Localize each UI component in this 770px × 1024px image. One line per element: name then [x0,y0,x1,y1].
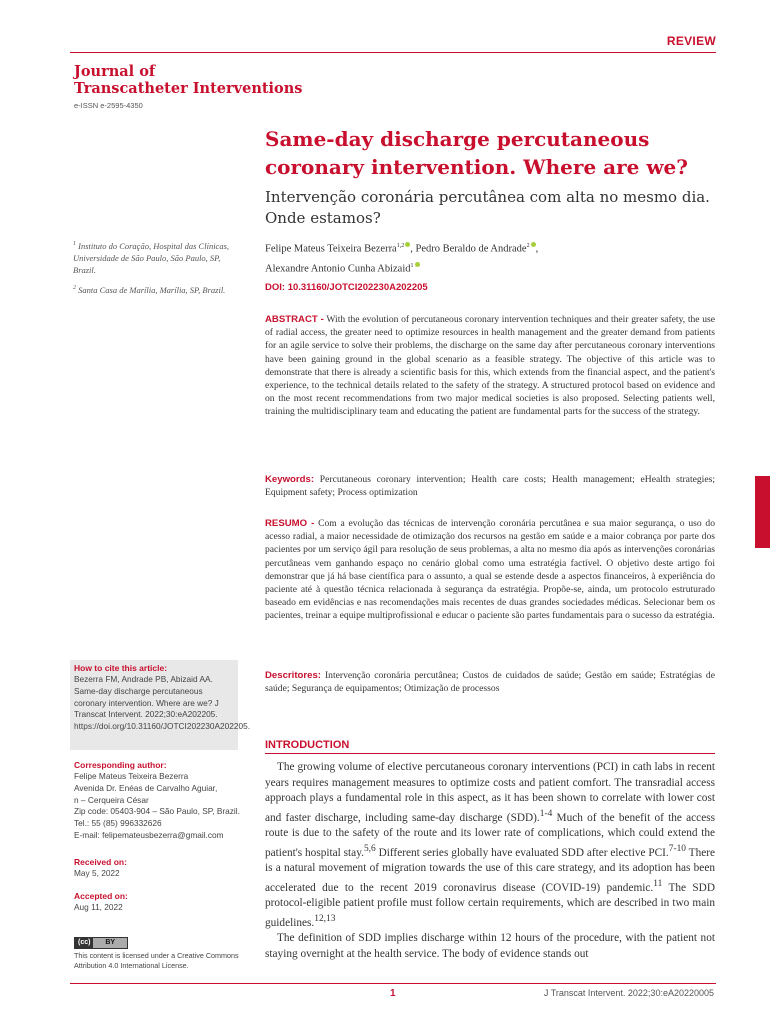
intro-p1-d: There is a natural movement of migration towards the use of this care strategy, and its adoption has been accelerated due to the recent 2019 coronavirus disease (COVID-19) pandemic. [265,846,716,894]
received-heading: Received on: [74,857,127,867]
corresponding-phone: Tel.: 55 (85) 996332626 [74,818,162,829]
resumo [265,517,715,623]
accepted-value: Aug 11, 2022 [74,902,123,912]
orcid-icon[interactable] [531,242,536,247]
author-3: Alexandre Antonio Cunha Abizaid [265,263,411,274]
cc-badge-left: (cc) [75,938,93,948]
journal-title-line1: Journal of [74,63,156,80]
affiliations [73,238,243,302]
affiliation-1 [73,238,243,276]
cc-by-license-icon[interactable] [74,937,128,949]
journal-title [74,63,314,97]
footer-divider [70,983,716,984]
accepted-heading: Accepted on: [74,891,128,901]
ref[interactable]: 5,6 [363,843,376,854]
affiliation-1-text: Instituto do Coração, Hospital das Clínicas, Universidade de São Paulo, São Paulo, SP, Brazil. [73,240,230,275]
top-divider [70,52,716,53]
received-date [74,856,244,880]
how-to-cite-text: Bezerra FM, Andrade PB, Abizaid AA. Same-day discharge percutaneous coronary intervention. Where are we? J Transcat Intervent. 2022;30:eA202205. https://doi.org/10.31160/JOTCI202230A202205. [74,674,251,732]
corresponding-zip: Zip code: 05403-904 – São Paulo, SP, Brazil. [74,806,240,817]
doi-link[interactable]: DOI: 10.31160/JOTCI202230A202205 [265,282,428,293]
intro-p1-c: Different series globally have evaluated SDD after elective PCI. [375,846,669,859]
author-list: Felipe Mateus Teixeira Bezerra$^{1,2}$ , Pedro Beraldo de Andrade$^2$ , Alexandre Antonio Cunha Abizaid$^1$ [265,243,539,274]
journal-title-line2: Transcatheter Interventions [74,80,303,97]
cc-badge-right: BY [93,938,127,948]
intro-p1-b: Much of the benefit of the access route is due to the safety of the route and its lower rate of complications, which could extend the patient's hospital stay. [265,811,715,859]
abstract-label: ABSTRACT - [265,314,324,325]
keywords [265,473,715,499]
intro-p1-e: The SDD protocol-eligible patient profile must follow certain requirements, which are described in two main guidelines. [265,881,715,929]
ref[interactable]: 7-10 [668,843,687,854]
received-value: May 5, 2022 [74,868,120,878]
abstract [265,313,715,419]
footer-citation: J Transcat Intervent. 2022;30:eA20220005 [543,988,714,998]
how-to-cite-box [70,660,251,750]
affiliation-1-number: 1 [73,241,76,247]
descritores-text: Intervenção coronária percutânea; Custos de cuidados de saúde; Gestão em saúde; Estratégias de saúde; Segurança de equipamentos; Otimização de processos [265,670,715,695]
corresponding-address-1: Avenida Dr. Enéas de Carvalho Aguiar, [74,782,218,793]
keywords-label: Keywords: [265,474,315,485]
side-color-tab [755,476,770,548]
accepted-date [74,890,244,914]
ref[interactable]: 1-4 [539,808,553,819]
affiliation-2-text: Santa Casa de Marília, Marília, SP, Brazil. [78,284,226,295]
introduction-divider [265,753,715,754]
descritores [265,669,715,695]
intro-paragraph-2: The definition of SDD implies discharge within 12 hours of the procedure, with the patient not staying overnight at the health service. The body of evidence stands out [265,932,715,960]
resumo-text: Com a evolução das técnicas de intervenção coronária percutânea e sua maior segurança, o uso do acesso radial, a maior necessidade de otimização dos recursos na gestão em saúde e a maior cobrança por parte dos pacientes por um serviço ágil para resolução de seus problemas, a alta no mesmo dia após as intervenções coronárias percutâneas vem ganhando espaço no cenário global como uma estratégia factível. O objetivo deste artigo foi demonstrar que já há base científica para o assunto, a qual se estende desde a aspectos financeiros, à experiência do paciente até à questão técnica relacionada à segurança da estratégia. Propõe-se, ainda, um protocolo estruturado baseado em evidências e nas recomendações mais recentes de duas grandes sociedades médicas. Selecionar bem os pacientes, treinar a equipe multiprofissional e educar o paciente são partes fundamentais para o sucesso da estratégia. [265,518,715,622]
corresponding-email[interactable]: E-mail: felipemateusbezerra@gmail.com [74,829,224,840]
ref[interactable]: 12,13 [314,913,336,924]
corresponding-name: Felipe Mateus Teixeira Bezerra [74,771,189,781]
author-1-affil: 1,2 [396,243,405,249]
abstract-text: With the evolution of percutaneous coronary intervention techniques and their greater safety, the use of radial access, the greater need to optimize resources in health management and the greater demand from patients for an agile service to solve their problems, the discharge on the same day after percutaneous coronary interventions have been gaining ground in the global scenario as a feasible strategy. The objective of this article was to demonstrate that there is already a scientific basis for this, which extends from the financial aspect, and the patient's experience, to the technical details related to the safety of the strategy. A structured protocol based on evidence and on the most recent recommendations from two major medical societies is also proposed. Selecting patients well, training the multidisciplinary team and educating the patient are fundamental parts for the success of the strategy. [265,314,715,418]
corresponding-heading: Corresponding author: [74,760,167,770]
orcid-icon[interactable] [415,262,420,267]
ref[interactable]: 11 [653,878,663,889]
intro-p1-a: The growing volume of elective percutaneous coronary interventions (PCI) in cath labs in recent years requires management measures to optimize costs and patient comfort. The transradial access approach plays a fundamental role in this aspect, as it has been shown to correlate with lower cost and faster discharge, including same-day discharge (SDD). [265,761,715,824]
keywords-text: Percutaneous coronary intervention; Health care costs; Health management; eHealth strategies; Equipment safety; Process optimization [265,474,715,499]
issn: e-ISSN e-2595-4350 [74,101,143,110]
section-label: REVIEW [666,34,716,48]
page-number: 1 [390,988,396,999]
corresponding-author [74,759,244,842]
how-to-cite-heading: How to cite this article: [74,663,168,673]
intro-paragraph-1 [265,760,715,931]
introduction-heading: INTRODUCTION [265,739,350,751]
author-3-affil: 1 [410,262,414,269]
author-1: Felipe Mateus Teixeira Bezerra [265,243,397,255]
author-2: , Pedro Beraldo de Andrade [410,243,527,255]
corresponding-address-2: n – Cerqueira César [74,794,149,805]
license-text: This content is licensed under a Creative Commons Attribution 4.0 International License. [74,951,239,970]
article-title: Same-day discharge percutaneous coronary intervention. Where are we? [265,127,688,179]
article-subtitle: Intervenção coronária percutânea com alta no mesmo dia. Onde estamos? [265,188,710,227]
affiliation-2-number: 2 [73,284,76,291]
introduction-body [265,760,715,962]
descritores-label: Descritores: [265,670,321,681]
resumo-label: RESUMO - [265,518,315,529]
author-2-affil: 2 [526,243,530,249]
affiliation-2 [73,282,243,296]
